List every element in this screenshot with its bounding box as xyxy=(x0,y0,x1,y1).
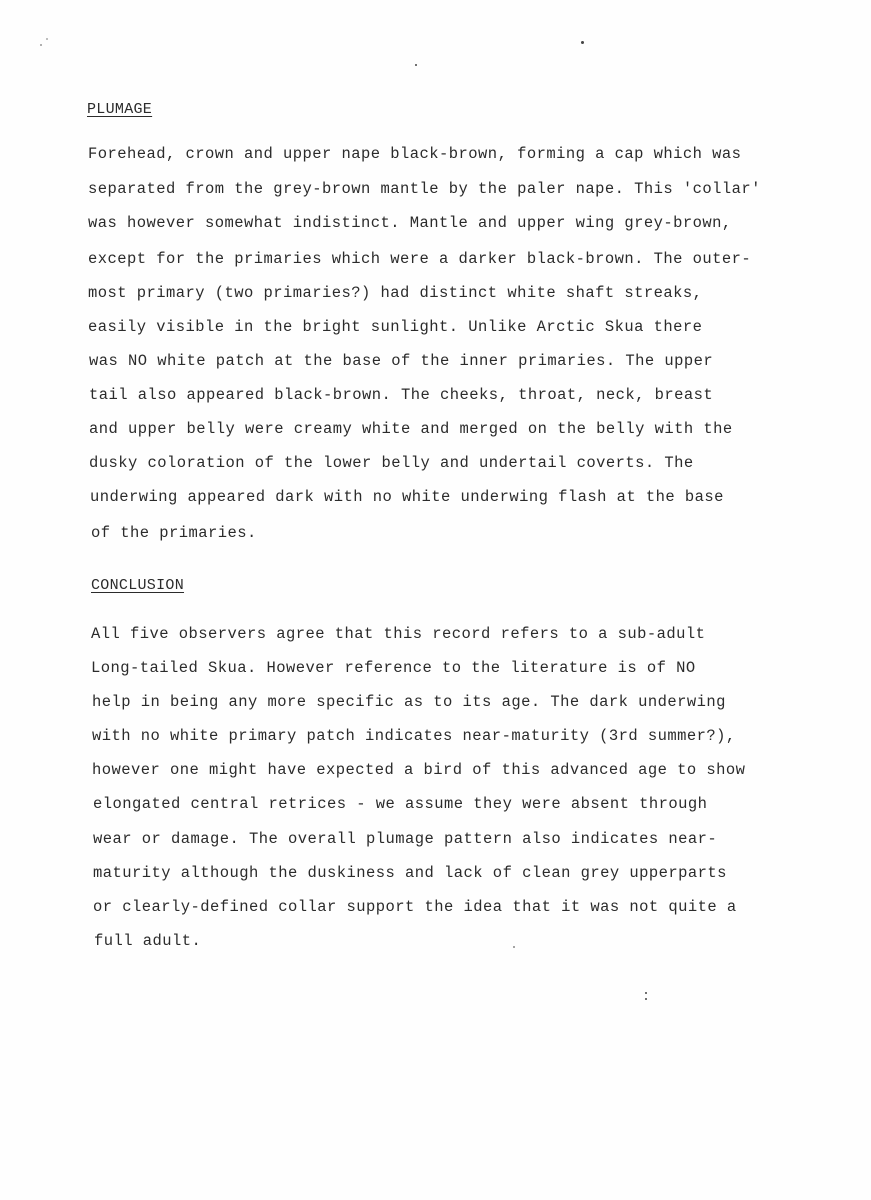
plumage-line: of the primaries. xyxy=(91,524,257,542)
conclusion-line: full adult. xyxy=(94,932,202,950)
plumage-line: underwing appeared dark with no white underwing flash at the base xyxy=(90,488,724,506)
conclusion-heading: CONCLUSION xyxy=(91,577,185,594)
plumage-heading: PLUMAGE xyxy=(87,101,153,118)
conclusion-line: maturity although the duskiness and lack of clean grey upperparts xyxy=(93,864,727,882)
plumage-line: dusky coloration of the lower belly and undertail coverts. The xyxy=(89,454,694,472)
paper-speck xyxy=(581,41,584,44)
conclusion-line: wear or damage. The overall plumage pattern also indicates near- xyxy=(93,830,718,848)
paper-speck xyxy=(46,38,48,40)
conclusion-line: All five observers agree that this record refers to a sub-adult xyxy=(91,625,706,643)
conclusion-line: or clearly-defined collar support the idea that it was not quite a xyxy=(93,898,737,916)
paper-speck xyxy=(513,946,515,948)
plumage-line: separated from the grey-brown mantle by the paler nape. This 'collar' xyxy=(88,180,761,198)
paper-speck xyxy=(645,998,647,1000)
plumage-line: was however somewhat indistinct. Mantle and upper wing grey-brown, xyxy=(88,214,732,232)
conclusion-line: however one might have expected a bird of this advanced age to show xyxy=(92,761,746,779)
plumage-line: tail also appeared black-brown. The cheeks, throat, neck, breast xyxy=(89,386,714,404)
plumage-line: except for the primaries which were a darker black-brown. The outer- xyxy=(88,250,752,268)
plumage-line: Forehead, crown and upper nape black-brown, forming a cap which was xyxy=(88,145,742,163)
plumage-line: most primary (two primaries?) had distinct white shaft streaks, xyxy=(88,284,703,302)
plumage-line: easily visible in the bright sunlight. Unlike Arctic Skua there xyxy=(88,318,703,336)
conclusion-line: Long-tailed Skua. However reference to the literature is of NO xyxy=(91,659,696,677)
plumage-line: and upper belly were creamy white and merged on the belly with the xyxy=(89,420,733,438)
conclusion-line: with no white primary patch indicates near-maturity (3rd summer?), xyxy=(92,727,736,745)
paper-speck xyxy=(415,64,417,66)
plumage-line: was NO white patch at the base of the inner primaries. The upper xyxy=(89,352,714,370)
paper-speck xyxy=(645,992,647,994)
conclusion-line: help in being any more specific as to its age. The dark underwing xyxy=(92,693,726,711)
paper-speck xyxy=(40,44,42,46)
conclusion-line: elongated central retrices - we assume they were absent through xyxy=(93,795,708,813)
